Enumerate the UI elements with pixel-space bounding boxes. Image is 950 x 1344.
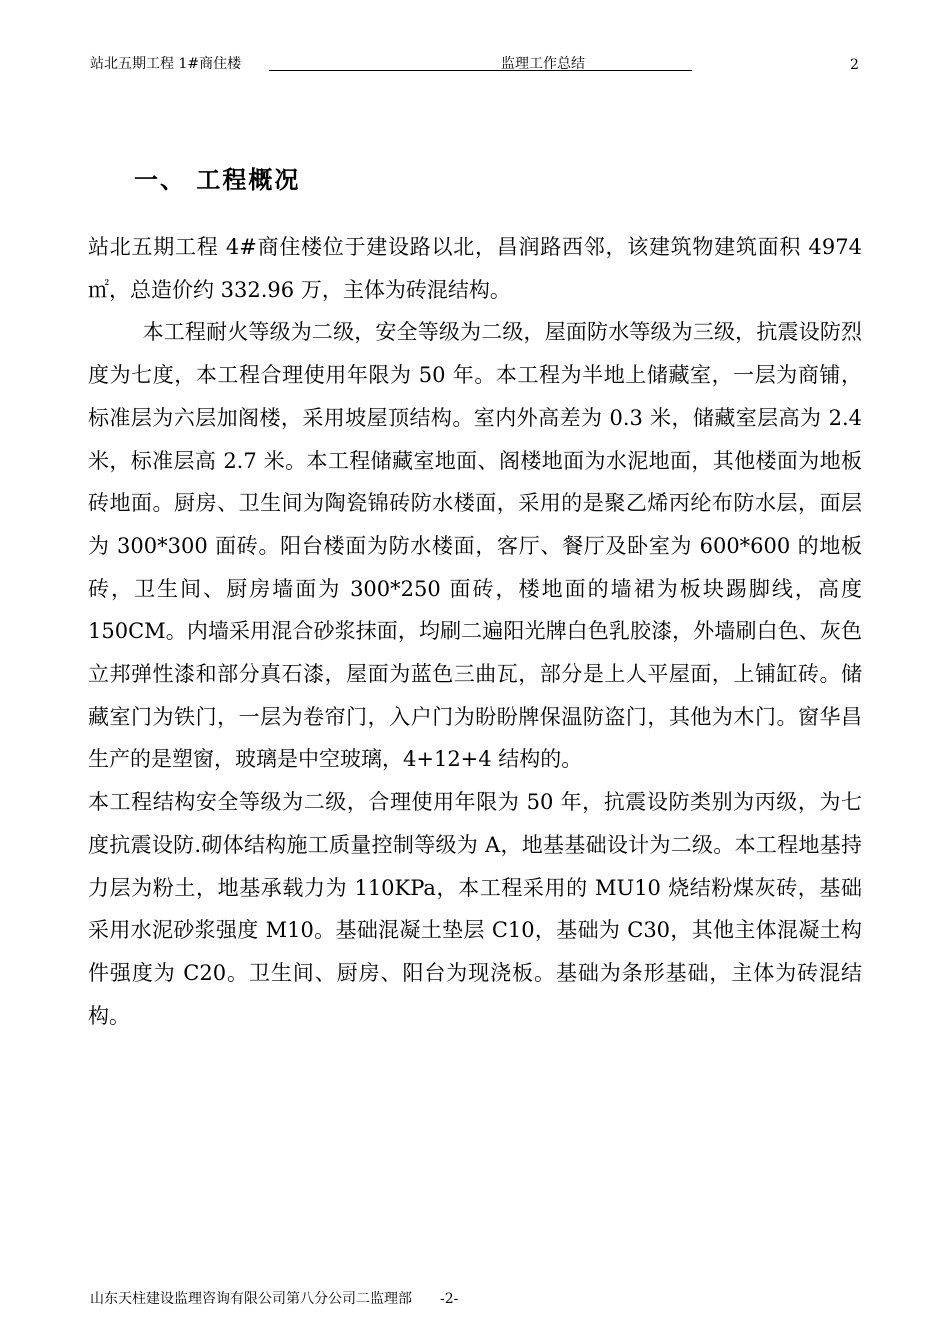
header-page-number: 2: [850, 57, 859, 73]
paragraph-structure: 本工程结构安全等级为二级，合理使用年限为 50 年，抗震设防类别为丙级，为七度抗震设防.砌体结构施工质量控制等级为 A，地基基础设计为二级。本工程地基持力层为粉土，地基承载力为 110KPa，本工程采用的 MU10 烧结粉煤灰砖，基础采用水泥砂浆强度 M10。基础混凝土垫层 C10，基础为 C30，其他主体混凝土构件强度为 C20。卫生间、厨房、阳台为现浇板。基础为条形基础，主体为砖混结构。: [88, 790, 862, 1028]
page-footer: [90, 1288, 458, 1308]
paragraph-architecture: 本工程耐火等级为二级，安全等级为二级，屋面防水等级为三级，抗震设防烈度为七度，本工程合理使用年限为 50 年。本工程为半地上储藏室，一层为商铺，标准层为六层加阁楼，采用坡屋顶结构。室内外高差为 0.3 米，储藏室层高为 2.4 米，标准层高 2.7 米。本工程储藏室地面、阁楼地面为水泥地面，其他楼面为地板砖地面。厨房、卫生间为陶瓷锦砖防水楼面，采用的是聚乙烯丙纶布防水层，面层为 300*300 面砖。阳台楼面为防水楼面，客厅、餐厅及卧室为 600*600 的地板砖，卫生间、厨房墙面为 300*250 面砖，楼地面的墙裙为板块踢脚线，高度150CM。内墙采用混合砂浆抹面，均刷二遍阳光牌白色乳胶漆，外墙刷白色、灰色立邦弹性漆和部分真石漆，屋面为蓝色三曲瓦，部分是上人平屋面，上铺缸砖。储藏室门为铁门，一层为卷帘门，入户门为盼盼牌保温防盗门，其他为木门。窗华昌生产的是塑窗，玻璃是中空玻璃，4+12+4 结构的。: [88, 320, 862, 772]
page-header: [90, 53, 870, 75]
paragraph-overview: 站北五期工程 4#商住楼位于建设路以北，昌润路西邻，该建筑物建筑面积 4974㎡，总造价约 332.96 万，主体为砖混结构。: [88, 235, 862, 302]
footer-page-number: -2-: [440, 1291, 459, 1307]
document-body: [88, 226, 862, 1037]
header-project-name: 站北五期工程 1#商住楼: [90, 56, 242, 72]
footer-company: 山东天柱建设监理咨询有限公司第八分公司二监理部: [90, 1291, 412, 1307]
header-document-title: 监理工作总结: [501, 56, 585, 72]
section-heading: 一、 工程概况: [134, 166, 301, 194]
header-underline: [269, 70, 692, 71]
